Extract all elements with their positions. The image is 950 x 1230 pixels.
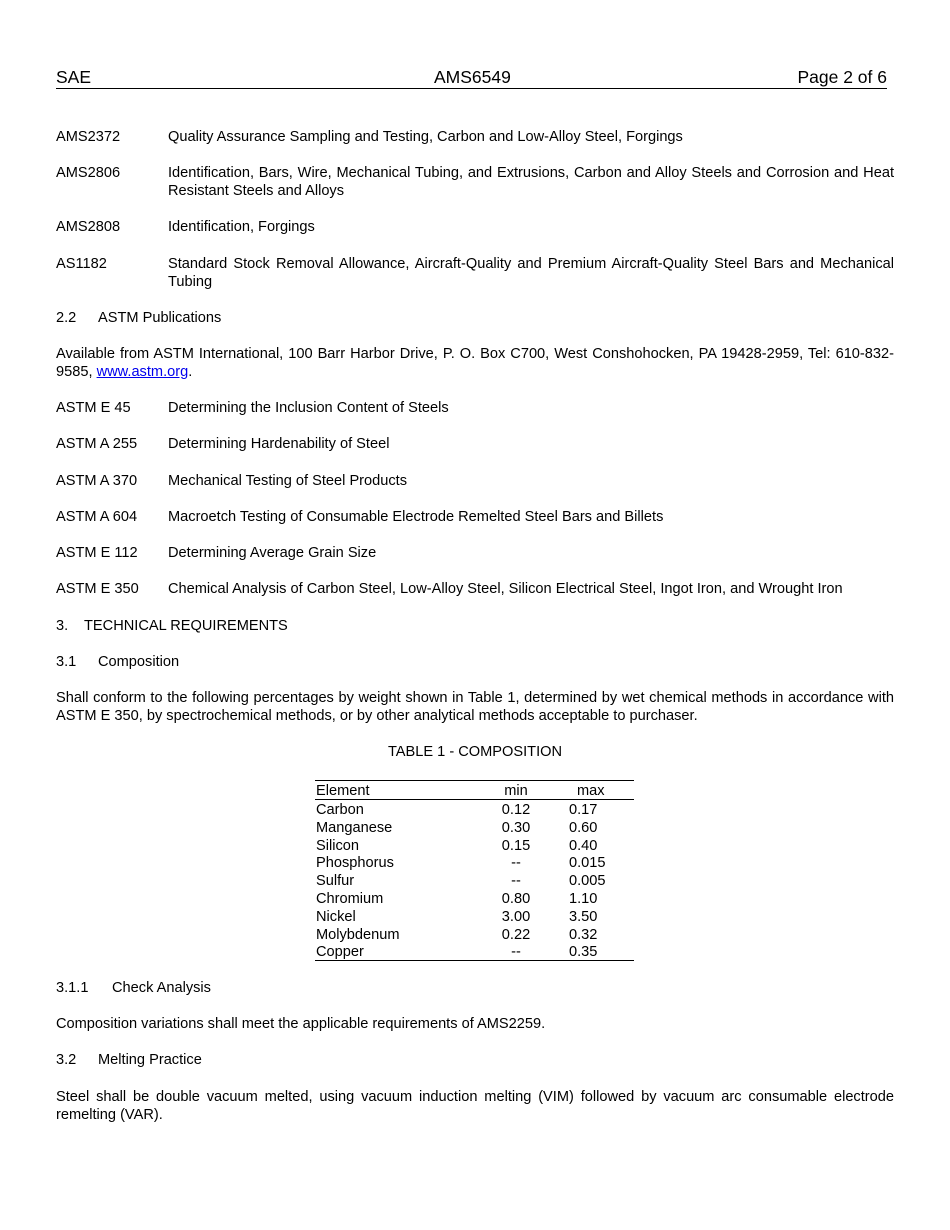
- reference-title: Standard Stock Removal Allowance, Aircraft-Quality and Premium Aircraft-Quality Steel Bars and Mechanical Tubing: [168, 256, 894, 290]
- section-title: TECHNICAL REQUIREMENTS: [84, 618, 288, 634]
- composition-paragraph: Shall conform to the following percentages by weight shown in Table 1, determined by wet chemical methods in accordance with ASTM E 350, by spectrochemical methods, or by other analytical methods acceptable to purchaser.: [56, 690, 894, 724]
- reference-title: Identification, Forgings: [168, 219, 315, 235]
- element-cell: Phosphorus: [316, 855, 394, 872]
- element-cell: Carbon: [316, 802, 364, 818]
- element-cell: Molybdenum: [316, 926, 400, 943]
- element-cell: Chromium: [316, 890, 384, 907]
- section-number: 3.1: [56, 654, 77, 670]
- reference-title: Macroetch Testing of Consumable Electrode Remelted Steel Bars and Billets: [168, 509, 664, 525]
- reference-code: AS1182: [56, 256, 107, 272]
- table-row: [315, 907, 634, 925]
- reference-code: AMS2808: [56, 219, 121, 235]
- reference-title: Mechanical Testing of Steel Products: [168, 473, 408, 489]
- reference-code: ASTM A 255: [56, 436, 138, 452]
- max-cell: 0.60: [569, 819, 598, 836]
- element-cell: Manganese: [316, 819, 393, 836]
- min-cell: --: [511, 855, 521, 872]
- reference-code: ASTM A 370: [56, 473, 138, 489]
- astm-reference-item: [56, 581, 894, 599]
- check-analysis-paragraph: Composition variations shall meet the applicable requirements of AMS2259.: [56, 1016, 546, 1032]
- element-cell: Copper: [316, 944, 364, 961]
- astm-reference-item: [56, 545, 894, 563]
- max-cell: 0.40: [569, 837, 598, 854]
- element-cell: Silicon: [316, 837, 359, 854]
- astm-reference-item: [56, 509, 894, 527]
- reference-code: AMS2372: [56, 129, 121, 145]
- max-cell: 0.32: [569, 926, 598, 943]
- max-cell: 0.005: [569, 873, 606, 890]
- melting-practice-paragraph: Steel shall be double vacuum melted, using vacuum induction melting (VIM) followed by vacuum arc consumable electrode remelting (VAR).: [56, 1089, 894, 1123]
- table-header-row: [315, 781, 634, 800]
- header-element: Element: [316, 783, 370, 799]
- table-row: [315, 836, 634, 854]
- section-title: Melting Practice: [98, 1052, 202, 1068]
- min-cell: 3.00: [501, 908, 531, 925]
- section-heading-3-2: [56, 1052, 894, 1070]
- reference-code: AMS2806: [56, 165, 121, 181]
- max-cell: 0.015: [569, 855, 606, 872]
- section-title: Check Analysis: [112, 980, 211, 996]
- section-number: 3.: [56, 618, 69, 634]
- section-heading-2-2: [56, 310, 894, 328]
- astm-website-link[interactable]: www.astm.org: [96, 363, 189, 380]
- min-cell: 0.22: [501, 926, 531, 943]
- reference-item: [56, 165, 894, 200]
- composition-table: [315, 780, 634, 961]
- reference-title: Determining the Inclusion Content of Steels: [168, 400, 449, 416]
- astm-availability-end: .: [188, 363, 193, 380]
- min-cell: --: [511, 873, 521, 890]
- min-cell: 0.80: [501, 890, 531, 907]
- max-cell: 0.17: [569, 802, 598, 818]
- section-title: ASTM Publications: [98, 310, 222, 326]
- astm-reference-item: [56, 473, 894, 491]
- table-caption: TABLE 1 - COMPOSITION: [387, 744, 563, 760]
- astm-reference-item: [56, 400, 894, 418]
- reference-title: Identification, Bars, Wire, Mechanical Tubing, and Extrusions, Carbon and Alloy Steels and Corrosion and Heat Resistant Steels and Alloys: [168, 165, 894, 199]
- min-cell: 0.15: [501, 837, 531, 854]
- header-page-number: Page 2 of 6: [797, 67, 887, 87]
- min-cell: 0.30: [501, 819, 531, 836]
- reference-title: Determining Average Grain Size: [168, 545, 377, 561]
- reference-code: ASTM E 45: [56, 400, 131, 416]
- element-cell: Sulfur: [316, 873, 355, 890]
- table-row: [315, 925, 634, 943]
- reference-code: ASTM E 350: [56, 581, 139, 597]
- header-max: max: [577, 783, 605, 799]
- astm-availability-text: Available from ASTM International, 100 Barr Harbor Drive, P. O. Box C700, West Conshohocken, PA 19428-2959, Tel: 610-832-9585,: [56, 346, 894, 380]
- section-heading-3-1-1: [56, 980, 894, 998]
- reference-item: [56, 256, 894, 291]
- table-row: [315, 889, 634, 907]
- section-title: Composition: [98, 654, 180, 670]
- astm-reference-item: [56, 436, 894, 454]
- table-row: [315, 853, 634, 871]
- reference-title: Chemical Analysis of Carbon Steel, Low-Alloy Steel, Silicon Electrical Steel, Ingot Iron, and Wrought Iron: [168, 581, 843, 597]
- reference-title: Determining Hardenability of Steel: [168, 436, 390, 452]
- table-row: [315, 800, 634, 818]
- section-number: 2.2: [56, 310, 77, 326]
- reference-item: [56, 129, 894, 147]
- reference-code: ASTM E 112: [56, 545, 138, 561]
- table-row: [315, 818, 634, 836]
- header-doc-number: AMS6549: [434, 67, 511, 87]
- max-cell: 3.50: [569, 908, 598, 925]
- section-heading-3-1: [56, 654, 894, 672]
- table-row: [315, 942, 634, 960]
- min-cell: --: [511, 944, 521, 961]
- reference-code: ASTM A 604: [56, 509, 138, 525]
- table-row: [315, 871, 634, 889]
- reference-title: Quality Assurance Sampling and Testing, Carbon and Low-Alloy Steel, Forgings: [168, 129, 683, 145]
- astm-availability-paragraph: [56, 346, 894, 381]
- min-cell: 0.12: [501, 802, 531, 818]
- header-org: SAE: [56, 67, 92, 87]
- header-min: min: [504, 783, 528, 799]
- max-cell: 0.35: [569, 944, 598, 961]
- reference-item: [56, 219, 894, 237]
- section-number: 3.1.1: [56, 980, 89, 996]
- section-number: 3.2: [56, 1052, 77, 1068]
- page-header: [56, 66, 887, 89]
- element-cell: Nickel: [316, 908, 356, 925]
- max-cell: 1.10: [569, 890, 598, 907]
- section-heading-3: [56, 618, 894, 636]
